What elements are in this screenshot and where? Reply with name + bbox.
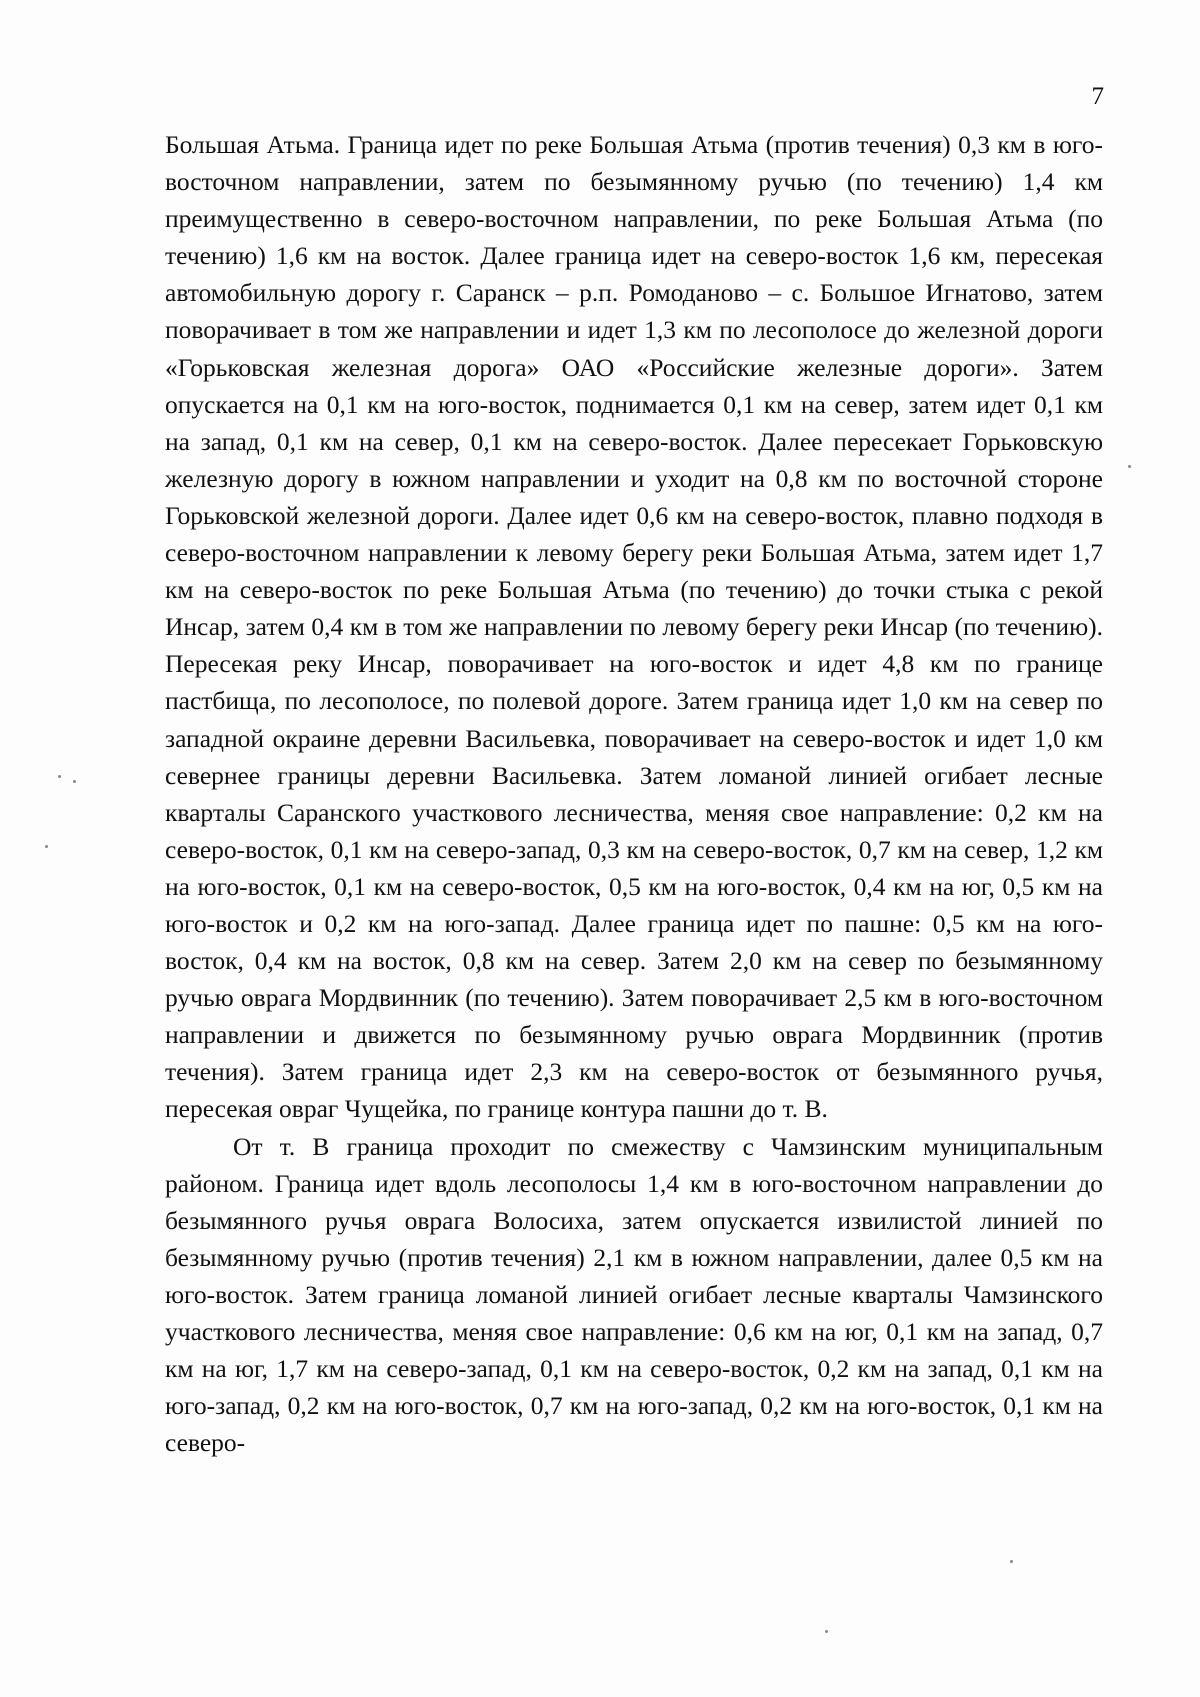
page-number: 7 — [1091, 83, 1104, 110]
scan-speck — [45, 845, 48, 848]
document-body — [165, 126, 1103, 1461]
scan-speck — [1010, 1560, 1013, 1563]
paragraph-2: От т. В граница проходит по смежеству с Чамзинским муниципальным районом. Граница идет вдоль лесополосы 1,4 км в юго-восточном направлении до безымянного ручья оврага Волосиха, затем опускается извилистой линией по безымянному ручью (против течения) 2,1 км в южном направлении, далее 0,5 км на юго-восток. Затем граница ломаной линией огибает лесные кварталы Чамзинского участкового лесничества, меняя свое направление: 0,6 км на юг, 0,1 км на запад, 0,7 км на юг, 1,7 км на северо-запад, 0,1 км на северо-восток, 0,2 км на запад, 0,1 км на юго-запад, 0,2 км на юго-восток, 0,7 км на юго-запад, 0,2 км на юго-восток, 0,1 км на северо- — [165, 1131, 1103, 1458]
scan-speck — [825, 1630, 828, 1633]
paragraph-1: Большая Атьма. Граница идет по реке Большая Атьма (против течения) 0,3 км в юго-восточном направлении, затем по безымянному ручью (по течению) 1,4 км преимущественно в северо-восточном направлении, по реке Большая Атьма (по течению) 1,6 км на восток. Далее граница идет на северо-восток 1,6 км, пересекая автомобильную дорогу г. Саранск – р.п. Ромоданово – с. Большое Игнатово, затем поворачивает в том же направлении и идет 1,3 км по лесополосе до железной дороги «Горьковская железная дорога» ОАО «Российские железные дороги». Затем опускается на 0,1 км на юго-восток, поднимается 0,1 км на север, затем идет 0,1 км на запад, 0,1 км на север, 0,1 км на северо-восток. Далее пересекает Горьковскую железную дорогу в южном направлении и уходит на 0,8 км по восточной стороне Горьковской железной дороги. Далее идет 0,6 км на северо-восток, плавно подходя в северо-восточном направлении к левому берегу реки Большая Атьма, затем идет 1,7 км на северо-восток по реке Большая Атьма (по течению) до точки стыка с рекой Инсар, затем 0,4 км в том же направлении по левому берегу реки Инсар (по течению). Пересекая реку Инсар, поворачивает на юго-восток и идет 4,8 км по границе пастбища, по лесополосе, по полевой дороге. Затем граница идет 1,0 км на север по западной окраине деревни Васильевка, поворачивает на северо-восток и идет 1,0 км севернее границы деревни Васильевка. Затем ломаной линией огибает лесные кварталы Саранского участкового лесничества, меняя свое направление: 0,2 км на северо-восток, 0,1 км на северо-запад, 0,3 км на северо-восток, 0,7 км на север, 1,2 км на юго-восток, 0,1 км на северо-восток, 0,5 км на юго-восток, 0,4 км на юг, 0,5 км на юго-восток и 0,2 км на юго-запад. Далее граница идет по пашне: 0,5 км на юго-восток, 0,4 км на восток, 0,8 км на север. Затем 2,0 км на север по безымянному ручью оврага Мордвинник (по течению). Затем поворачивает 2,5 км в юго-восточном направлении и движется по безымянному ручью оврага Мордвинник (против течения). Затем граница идет 2,3 км на северо-восток от безымянного ручья, пересекая овраг Чущейка, по границе контура пашни до т. В. — [165, 130, 1103, 1124]
scan-speck — [1128, 465, 1131, 468]
scan-speck — [58, 775, 61, 778]
scan-speck — [73, 780, 76, 783]
